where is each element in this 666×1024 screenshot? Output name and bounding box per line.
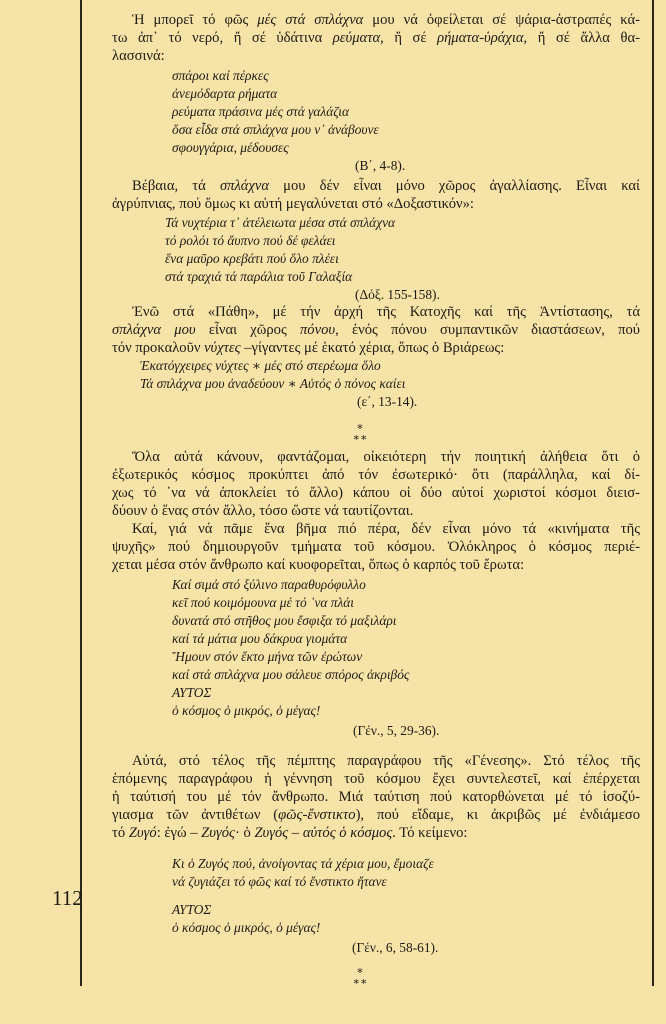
text-line: Ἡ μπορεῖ τό φῶς μές στά σπλάχνα μου νά ὀφείλεται σέ ψάρια-ἀστραπές κά- [132, 12, 640, 28]
paragraph-1 [112, 11, 640, 65]
text-line: Αὐτά, στό τέλος τῆς πέμπτης παραγράφου τῆς «Γένεσης». Στό τέλος τῆς [132, 753, 640, 769]
text-line: ἡ ταύτισή του μέ τόν ἄνθρωπο. Μιά ταύτιση πού κατορθώνεται μέ τό ἰσοζύ- [112, 789, 640, 805]
verse-line: καί στά σπλάχνα μου σάλευε σπόρος ἀκριβός [172, 667, 410, 682]
poem-excerpt-7 [172, 901, 666, 937]
end-asterism: ∗ ∗∗ [352, 965, 368, 988]
poem-excerpt-2 [165, 214, 666, 286]
verse-line: κεῖ πού κοιμόμουνα μέ τό ᾽να πλάι [172, 595, 355, 610]
verse-line: Τά σπλάχνα μου ἀναδεύουν ∗ Αὐτός ὁ πόνος καίει [140, 376, 406, 391]
text-line: σπλάχνα μου εἶναι χῶρος πόνου, ἑνός πόνου συμπαντικῶν διαστάσεων, πού [112, 322, 640, 338]
paragraph-6 [112, 752, 640, 842]
verse-line: Καί σιμά στό ξύλινο παραθυρόφυλλο [172, 577, 366, 592]
page-number: 112 [52, 886, 83, 910]
text-line: ψυχῆς» πού δημιουργοῦν τμήματα τοῦ κόσμου. Ὁλόκληρος ὁ κόσμος περιέ- [112, 539, 640, 555]
text-line: δύουν ὁ ἕνας στόν ἄλλο, τόσο ὥστε νά ταυτίζονται. [112, 503, 414, 519]
text-line: λασσινά: [112, 48, 165, 64]
poem-excerpt-3 [140, 357, 666, 393]
verse-line: ὅσα εἶδα στά σπλάχνα μου ν᾽ ἀνάβουνε [172, 122, 379, 137]
text-line: ἑπόμενης παραγράφου ἡ γέννηση τοῦ κόσμου ἔχει συντελεστεῖ, καί ἐπέρχεται [112, 771, 640, 787]
poem-excerpt-5 [172, 684, 666, 720]
citation-5: (Γέν., 6, 58-61). [352, 940, 439, 955]
text-line: χεται μέσα στόν ἄνθρωπο καί κυοφορεῖται, ὅπως ὁ καρπός τοῦ ἔρωτα: [112, 557, 525, 573]
verse-line: ΑΥΤΟΣ [172, 902, 212, 917]
text-line: Ὅλα αὐτά κάνουν, φαντάζομαι, οἰκειότερη τήν ποιητική ἀλήθεια ὅτι ὁ [132, 449, 640, 465]
verse-line: ἀνεμόδαρτα ρήματα [172, 86, 278, 101]
verse-line: Κι ὁ Ζυγός πού, ἀνοίγοντας τά χέρια μου, ἔμοιαζε [172, 856, 434, 871]
poem-excerpt-6 [172, 855, 666, 891]
text-line: χως τό ᾽να νά ἀποκλείει τό ἄλλο) κάπου οἱ δύο αὐτοί χωριστοί κόσμοι διεισ- [112, 485, 640, 501]
verse-line: ὁ κόσμος ὁ μικρός, ὁ μέγας! [172, 920, 321, 935]
poem-excerpt-1 [172, 67, 666, 157]
text-line: Καί, γιά νά πᾶμε ἕνα βῆμα πιό πέρα, δέν εἶναι μόνο τά «κινήματα τῆς [132, 521, 640, 537]
verse-line: Ἑκατόγχειρες νύχτες ∗ μές στό στερέωμα ὅλο [140, 358, 381, 373]
verse-line: καί τά μάτια μου δάκρυα γιομάτα [172, 631, 348, 646]
verse-line: ΑΥΤΟΣ [172, 685, 212, 700]
citation-3: (ε΄, 13-14). [357, 394, 418, 409]
paragraph-3 [112, 303, 640, 357]
verse-line: σπάροι καί πέρκες [172, 68, 269, 83]
verse-line: σφουγγάρια, μέδουσες [172, 140, 289, 155]
verse-line: τό ρολόι τό ἄυπνο πού δέ φελάει [165, 233, 336, 248]
citation-4: (Γέν., 5, 29-36). [353, 723, 440, 738]
verse-line: Τά νυχτέρια τ᾽ ἀτέλειωτα μέσα στά σπλάχνα [165, 215, 396, 230]
paragraph-4 [112, 448, 640, 520]
citation-1: (Β΄, 4-8). [355, 158, 406, 173]
verse-line: ρεύματα πράσινα μές στά γαλάζια [172, 104, 350, 119]
verse-line: δυνατά στό στῆθος μου ἔσφιξα τό μαξιλάρι [172, 613, 397, 628]
text-line: Βέβαια, τά σπλάχνα μου δέν εἶναι μόνο χῶρος ἀγαλλίασης. Εἶναι καί [132, 178, 640, 194]
verse-line: στά τραχιά τά παράλια τοῦ Γαλαξία [165, 269, 353, 284]
verse-line: Ἤμουν στόν ἕκτο μήνα τῶν ἐρώτων [172, 649, 363, 664]
text-line: τό Ζυγό: ἐγώ – Ζυγός· ὁ Ζυγός – αὐτός ὁ κόσμος. Τό κείμενο: [112, 825, 468, 841]
paragraph-5 [112, 520, 640, 574]
text-line: γιασμα τῶν ἀντιθέτων (φῶς-ἔνστικτο), πού εἴδαμε, κι ἀκριβῶς μέ ἐνδιάμεσο [112, 807, 640, 823]
poem-excerpt-4 [172, 576, 666, 684]
left-margin-rule [80, 0, 82, 986]
verse-line: ὁ κόσμος ὁ μικρός, ὁ μέγας! [172, 703, 321, 718]
paragraph-2 [112, 177, 640, 213]
section-divider-asterism: ∗ ∗∗ [352, 421, 368, 444]
text-line: τω ἀπ᾽ τό νερό, ἤ σέ ὑδάτινα ρεύματα, ἤ σέ ρήματα-ὑράχια, ἤ σέ ἄλλα θα- [112, 30, 640, 46]
verse-line: νά ζυγιάζει τό φῶς καί τό ἔνστικτο ἤτανε [172, 874, 387, 889]
text-line: τόν προκαλοῦν νύχτες –γίγαντες μέ ἑκατό χέρια, ὅπως ὁ Βριάρεως: [112, 340, 505, 356]
text-line: Ἐνῶ στά «Πάθη», μέ τήν ἀρχή τῆς Κατοχῆς καί τῆς Ἀντίστασης, τά [132, 304, 640, 320]
text-line: ἀγρύπνιας, πού ὅμως κι αὐτή μεγαλύνεται στό «Δοξαστικόν»: [112, 196, 474, 212]
citation-2: (Δόξ. 155-158). [355, 287, 440, 302]
text-line: ἐξωτερικός κόσμος προκύπτει ἀπό τόν ἐσωτερικό· ὅτι (παράλληλα, καί δί- [112, 467, 640, 483]
verse-line: ἕνα μαῦρο κρεβάτι πού ὅλο πλέει [165, 251, 339, 266]
